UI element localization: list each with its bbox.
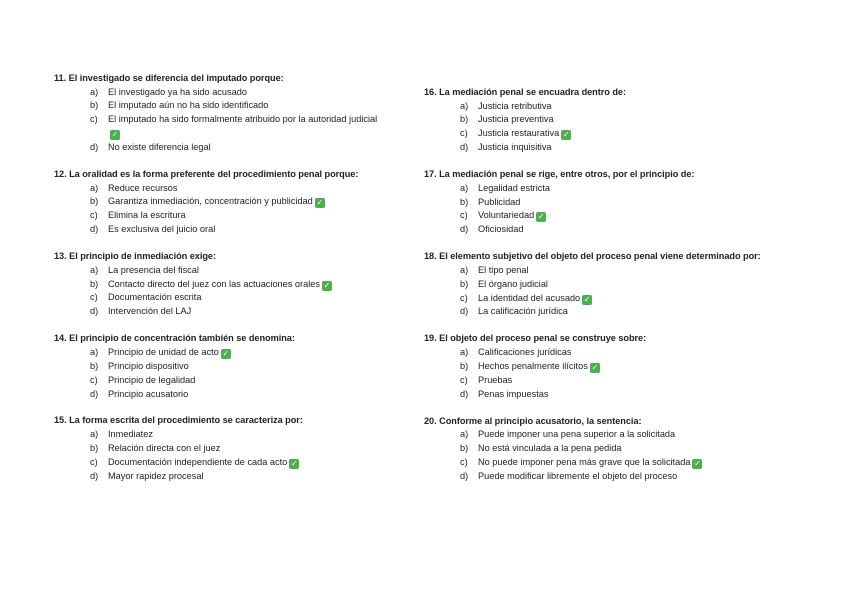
check-mark-icon: ✓ (290, 458, 298, 468)
answer-options (54, 182, 414, 238)
option-text: Principio de unidad de acto (108, 346, 219, 357)
option-text: Justicia retributiva (478, 100, 552, 111)
questions-column-left (54, 72, 414, 497)
answer-option (54, 346, 414, 360)
question-block (54, 414, 414, 483)
check-mark-icon: ✓ (222, 348, 230, 358)
option-text: Justicia preventiva (478, 114, 554, 125)
option-letter: d) (90, 470, 99, 481)
option-letter: b) (90, 442, 99, 453)
option-letter: c) (90, 374, 98, 385)
option-text-wrap (108, 470, 383, 484)
option-letter: b) (460, 114, 469, 125)
question-title: 19. El objeto del proceso penal se construye sobre: (424, 333, 647, 344)
option-text-wrap (108, 182, 383, 196)
option-text: Penas impuestas (478, 388, 549, 399)
option-text-wrap (108, 360, 383, 374)
question-title: 13. El principio de inmediación exige: (54, 251, 216, 262)
option-text: Relación directa con el juez (108, 442, 221, 453)
option-text: Principio acusatorio (108, 388, 189, 399)
option-letter: c) (460, 210, 468, 221)
answer-options (54, 264, 414, 320)
option-letter: a) (90, 428, 99, 439)
option-letter: d) (460, 388, 469, 399)
option-text: No está vinculada a la pena pedida (478, 442, 622, 453)
question-title: 18. El elemento subjetivo del objeto del proceso penal viene determinado por: (424, 251, 761, 262)
answer-option (54, 360, 414, 374)
option-text-wrap (478, 456, 753, 470)
option-text: Hechos penalmente ilícitos (478, 360, 588, 371)
option-letter: d) (90, 224, 99, 235)
question-block (424, 168, 784, 237)
option-letter: b) (460, 196, 469, 207)
question-block (54, 168, 414, 237)
answer-options (424, 346, 784, 402)
option-text: Elimina la escritura (108, 210, 186, 221)
option-letter: b) (90, 196, 99, 207)
option-letter: d) (90, 142, 99, 153)
option-text-wrap (108, 209, 383, 223)
option-text-wrap (108, 86, 383, 100)
option-text-wrap (108, 264, 383, 278)
option-letter: c) (90, 456, 98, 467)
answer-option (54, 442, 414, 456)
option-text: Contacto directo del juez con las actuaciones orales (108, 278, 320, 289)
questions-column-right (424, 86, 784, 497)
option-letter: a) (460, 264, 469, 275)
answer-options (54, 428, 414, 484)
option-letter: c) (460, 128, 468, 139)
answer-options (54, 86, 414, 156)
check-mark-icon: ✓ (591, 362, 599, 372)
option-text: Principio dispositivo (108, 360, 189, 371)
answer-option (424, 428, 784, 442)
option-text: Publicidad (478, 196, 521, 207)
option-text-wrap (478, 428, 753, 442)
option-letter: b) (460, 278, 469, 289)
option-text: Inmediatez (108, 428, 153, 439)
option-letter: c) (90, 292, 98, 303)
option-text: Justicia restaurativa (478, 128, 560, 139)
option-text: Pruebas (478, 374, 513, 385)
option-text-wrap (478, 442, 753, 456)
option-letter: d) (460, 142, 469, 153)
option-text-wrap (478, 127, 753, 141)
question-block (424, 415, 784, 484)
answer-option (424, 305, 784, 319)
answer-option (424, 470, 784, 484)
option-letter: b) (90, 360, 99, 371)
option-text-wrap (108, 291, 383, 305)
question-block (424, 86, 784, 155)
check-mark-icon: ✓ (537, 212, 545, 222)
option-text: Mayor rapidez procesal (108, 470, 204, 481)
option-text-wrap (478, 196, 753, 210)
option-letter: a) (460, 100, 469, 111)
option-text: Puede modificar libremente el objeto del proceso (478, 470, 678, 481)
option-text-wrap (478, 305, 753, 319)
answer-option (54, 456, 414, 470)
option-text: Puede imponer una pena superior a la solicitada (478, 429, 676, 439)
answer-option (54, 141, 414, 155)
option-text-wrap (478, 100, 753, 114)
option-text-wrap (108, 428, 383, 442)
option-text: Oficiosidad (478, 224, 524, 235)
option-text-wrap (478, 374, 753, 388)
option-text: Principio de legalidad (108, 374, 196, 385)
question-title: 20. Conforme al principio acusatorio, la sentencia: (424, 415, 642, 426)
option-letter: d) (460, 306, 469, 317)
option-letter: c) (460, 374, 468, 385)
check-mark-icon: ✓ (694, 458, 701, 468)
option-text: Legalidad estricta (478, 182, 551, 193)
check-mark-icon: ✓ (583, 294, 591, 304)
answer-option (424, 100, 784, 114)
option-text: Calificaciones jurídicas (478, 346, 572, 357)
option-text-wrap (478, 223, 753, 237)
option-letter: d) (460, 224, 469, 235)
answer-option (54, 305, 414, 319)
option-text-wrap (108, 99, 383, 113)
answer-option (54, 113, 414, 141)
question-block (424, 250, 784, 319)
option-text-wrap (478, 470, 753, 484)
option-text: Justicia inquisitiva (478, 142, 552, 153)
option-letter: a) (460, 429, 469, 439)
option-text-wrap (478, 182, 753, 196)
option-text: La identidad del acusado (478, 292, 581, 303)
option-text-wrap (108, 113, 383, 141)
answer-option (424, 141, 784, 155)
option-letter: a) (90, 86, 99, 97)
answer-option (54, 182, 414, 196)
check-mark-icon: ✓ (323, 280, 331, 290)
answer-option (424, 346, 784, 360)
answer-option (424, 442, 784, 456)
option-letter: d) (90, 388, 99, 399)
option-text-wrap (478, 346, 753, 360)
answer-option (424, 374, 784, 388)
answer-option (424, 456, 784, 470)
answer-option (54, 195, 414, 209)
answer-option (424, 278, 784, 292)
answer-option (424, 182, 784, 196)
option-text-wrap (108, 195, 383, 209)
question-block (54, 72, 414, 155)
option-letter: a) (90, 264, 99, 275)
option-text-wrap (108, 223, 383, 237)
option-letter: b) (460, 442, 469, 453)
question-title: 16. La mediación penal se encuadra dentro de: (424, 87, 626, 97)
option-letter: c) (460, 456, 468, 467)
option-text: El investigado ya ha sido acusado (108, 86, 247, 97)
option-text: El imputado ha sido formalmente atribuido por la autoridad judicial (108, 114, 378, 125)
answer-options (424, 100, 784, 156)
option-text-wrap (108, 456, 383, 470)
question-block (54, 332, 414, 401)
question-title: 17. La mediación penal se rige, entre otros, por el principio de: (424, 169, 695, 180)
option-text-wrap (108, 141, 383, 155)
answer-option (424, 292, 784, 306)
option-letter: d) (460, 470, 469, 481)
question-title: 14. El principio de concentración también se denomina: (54, 333, 295, 344)
answer-option (424, 113, 784, 127)
option-letter: a) (460, 346, 469, 357)
option-text: Voluntariedad (478, 210, 535, 221)
option-text-wrap (478, 141, 753, 155)
option-text-wrap (108, 346, 383, 360)
answer-option (424, 209, 784, 223)
option-text: Documentación escrita (108, 292, 202, 303)
option-letter: c) (460, 292, 468, 303)
answer-options (424, 264, 784, 320)
option-text: Reduce recursos (108, 182, 178, 193)
answer-option (424, 223, 784, 237)
answer-option (424, 196, 784, 210)
option-text: No existe diferencia legal (108, 142, 211, 153)
answer-options (424, 428, 784, 484)
option-text-wrap (478, 388, 753, 402)
answer-option (424, 264, 784, 278)
question-title: 11. El investigado se diferencia del imputado porque: (54, 73, 284, 83)
answer-option (54, 86, 414, 100)
option-text-wrap (478, 209, 753, 223)
option-text-wrap (108, 442, 383, 456)
option-text: Garantiza inmediación, concentración y publicidad (108, 196, 313, 207)
question-title: 12. La oralidad es la forma preferente del procedimiento penal porque: (54, 169, 359, 180)
answer-option (54, 264, 414, 278)
option-text: La presencia del fiscal (108, 264, 199, 275)
option-letter: a) (90, 182, 99, 193)
answer-option (424, 388, 784, 402)
check-mark-icon: ✓ (111, 130, 119, 140)
check-mark-icon: ✓ (316, 198, 324, 208)
question-block (54, 250, 414, 319)
option-text: Intervención del LAJ (108, 306, 192, 317)
answer-option (54, 278, 414, 292)
option-letter: b) (90, 100, 99, 111)
answer-option (54, 209, 414, 223)
answer-option (54, 99, 414, 113)
option-letter: b) (460, 360, 469, 371)
answer-options (54, 346, 414, 402)
option-letter: c) (90, 114, 98, 125)
option-text: La calificación jurídica (478, 306, 568, 317)
option-text: Documentación independiente de cada acto (108, 456, 288, 467)
option-text-wrap (108, 278, 383, 292)
option-text: El tipo penal (478, 264, 529, 275)
option-text-wrap (478, 360, 753, 374)
question-title: 15. La forma escrita del procedimiento se caracteriza por: (54, 415, 303, 426)
option-text-wrap (108, 388, 383, 402)
option-text-wrap (478, 264, 753, 278)
check-mark-icon: ✓ (562, 130, 570, 140)
answer-options (424, 182, 784, 238)
answer-option (54, 374, 414, 388)
option-text-wrap (108, 305, 383, 319)
option-text: Es exclusiva del juicio oral (108, 224, 216, 235)
option-letter: a) (90, 346, 99, 357)
answer-option (54, 470, 414, 484)
answer-option (424, 360, 784, 374)
option-text: El órgano judicial (478, 278, 548, 289)
option-text-wrap (108, 374, 383, 388)
option-text-wrap (478, 278, 753, 292)
answer-option (424, 127, 784, 141)
option-letter: d) (90, 306, 99, 317)
option-letter: b) (90, 278, 99, 289)
option-text: El imputado aún no ha sido identificado (108, 100, 269, 111)
answer-option (54, 388, 414, 402)
answer-option (54, 223, 414, 237)
answer-option (54, 291, 414, 305)
option-text-wrap (478, 292, 753, 306)
question-block (424, 332, 784, 401)
option-letter: a) (460, 182, 469, 193)
option-text-wrap (478, 113, 753, 127)
answer-option (54, 428, 414, 442)
option-letter: c) (90, 210, 98, 221)
option-text: No puede imponer pena más grave que la solicitada (478, 456, 691, 467)
